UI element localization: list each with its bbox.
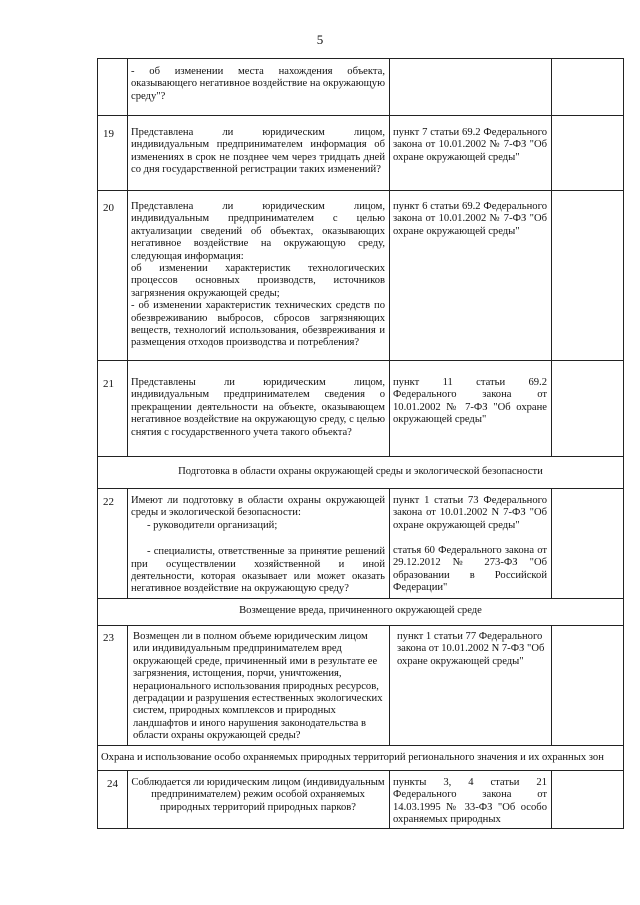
question-text: - об изменении места нахождения объекта, оказывающего негативное воздействие на окружающую среду"? [131,66,385,102]
column-divider-result [551,625,552,745]
page-number: 5 [316,32,324,47]
column-divider-number [127,770,128,828]
row-divider [97,360,624,361]
row-divider [97,58,624,59]
column-divider-number [127,488,128,598]
section-heading: Возмещение вреда, причиненного окружающей среде [239,605,482,616]
legal-reference: пункты 3, 4 статьи 21 Федерального закона от 14.03.1995 № 33-ФЗ "Об особо охраняемых природных [393,777,547,826]
row-divider [97,456,624,457]
question-text [131,495,385,596]
row-number: 24 [107,778,118,790]
row-number: 23 [103,632,114,644]
column-divider-number [127,58,128,456]
column-divider-legal [389,625,390,745]
row-number: 22 [103,496,114,508]
table-border-bottom [97,828,624,829]
section-heading: Охрана и использование особо охраняемых природных территорий регионального значения и их охранных зон [101,752,604,763]
question-paragraph: Представлена ли юридическим лицом, индивидуальным предпринимателем с целью актуализации сведений об объектах, оказывающих негативное воздействие на окружающую среду, следующая информация: [131,201,385,262]
section-heading: Подготовка в области охраны окружающей среды и экологической безопасности [178,466,543,477]
row-number: 20 [103,202,114,214]
column-divider-number [127,625,128,745]
row-divider [97,598,624,599]
row-divider [97,190,624,191]
legal-reference: пункт 1 статьи 73 Федерального закона от 10.01.2002 N 7-ФЗ "Об охране окружающей среды" [393,495,547,531]
legal-reference: пункт 7 статьи 69.2 Федерального закона от 10.01.2002 № 7-ФЗ "Об охране окружающей среды" [393,127,547,163]
column-divider-result [551,58,552,456]
legal-reference: пункт 11 статьи 69.2 Федерального закона от 10.01.2002 № 7-ФЗ "Об охране окружающей среды" [393,377,547,426]
question-text: Соблюдается ли юридическим лицом (индивидуальным предпринимателем) режим особой охраняемых природных территорий природных парков? [131,777,385,813]
question-paragraph: - об изменении характеристик технических средств по обезвреживанию выбросов, сбросов загрязняющих веществ, технологий использования, обезвреживания и размещения отходов производства и потребления? [131,300,385,349]
column-divider-result [551,770,552,828]
table-border-left [97,58,98,828]
row-divider [97,115,624,116]
column-divider-legal [389,488,390,598]
legal-reference: статья 60 Федерального закона от 29.12.2012 № 273-ФЗ "Об образовании в Российской Федерации" [393,545,547,594]
legal-reference: пункт 6 статьи 69.2 Федерального закона от 10.01.2002 № 7-ФЗ "Об охране окружающей среды" [393,201,547,237]
question-text: Возмещен ли в полном объеме юридическим лицом или индивидуальным предпринимателем вред окружающей среде, причиненный ими в результате ее загрязнения, истощения, порчи, уничтожения, нерационального использования природных ресурсов, деградации и разрушения естественных экологических систем, природных комплексов и природных ландшафтов и иного нарушения законодательства в области охраны окружающей среды? [133,631,383,742]
legal-reference: пункт 1 статьи 77 Федерального закона от 10.01.2002 N 7-ФЗ "Об охране окружающей среды" [397,631,545,667]
column-divider-result [551,488,552,598]
row-divider [97,770,624,771]
question-item: - руководители организаций; [147,519,278,531]
question-text [131,201,385,350]
column-divider-legal [389,58,390,456]
row-divider [97,488,624,489]
question-intro: Имеют ли подготовку в области охраны окружающей среды и экологической безопасности: [131,495,385,519]
table-border-right [623,58,624,828]
column-divider-legal [389,770,390,828]
row-divider [97,625,624,626]
question-text: Представлены ли юридическим лицом, индивидуальным предпринимателем сведения о прекращении деятельности на объекте, оказывающем негативное воздействие на окружающую среду, с целью снятия с государственного учета такого объекта? [131,377,385,438]
row-divider [97,745,624,746]
question-text: Представлена ли юридическим лицом, индивидуальным предпринимателем информация об изменениях в срок не позднее чем через тридцать дней со дня государственной регистрации таких изменений? [131,127,385,176]
question-item: - специалисты, ответственные за принятие решений при осуществлении хозяйственной и иной деятельности, которая оказывает или может оказать негативное воздействие на окружающую среду? [131,546,385,595]
row-number: 19 [103,128,114,140]
row-number: 21 [103,378,114,390]
question-paragraph: об изменении характеристик технологических процессов основных производств, источников загрязнения окружающей среды; [131,263,385,299]
